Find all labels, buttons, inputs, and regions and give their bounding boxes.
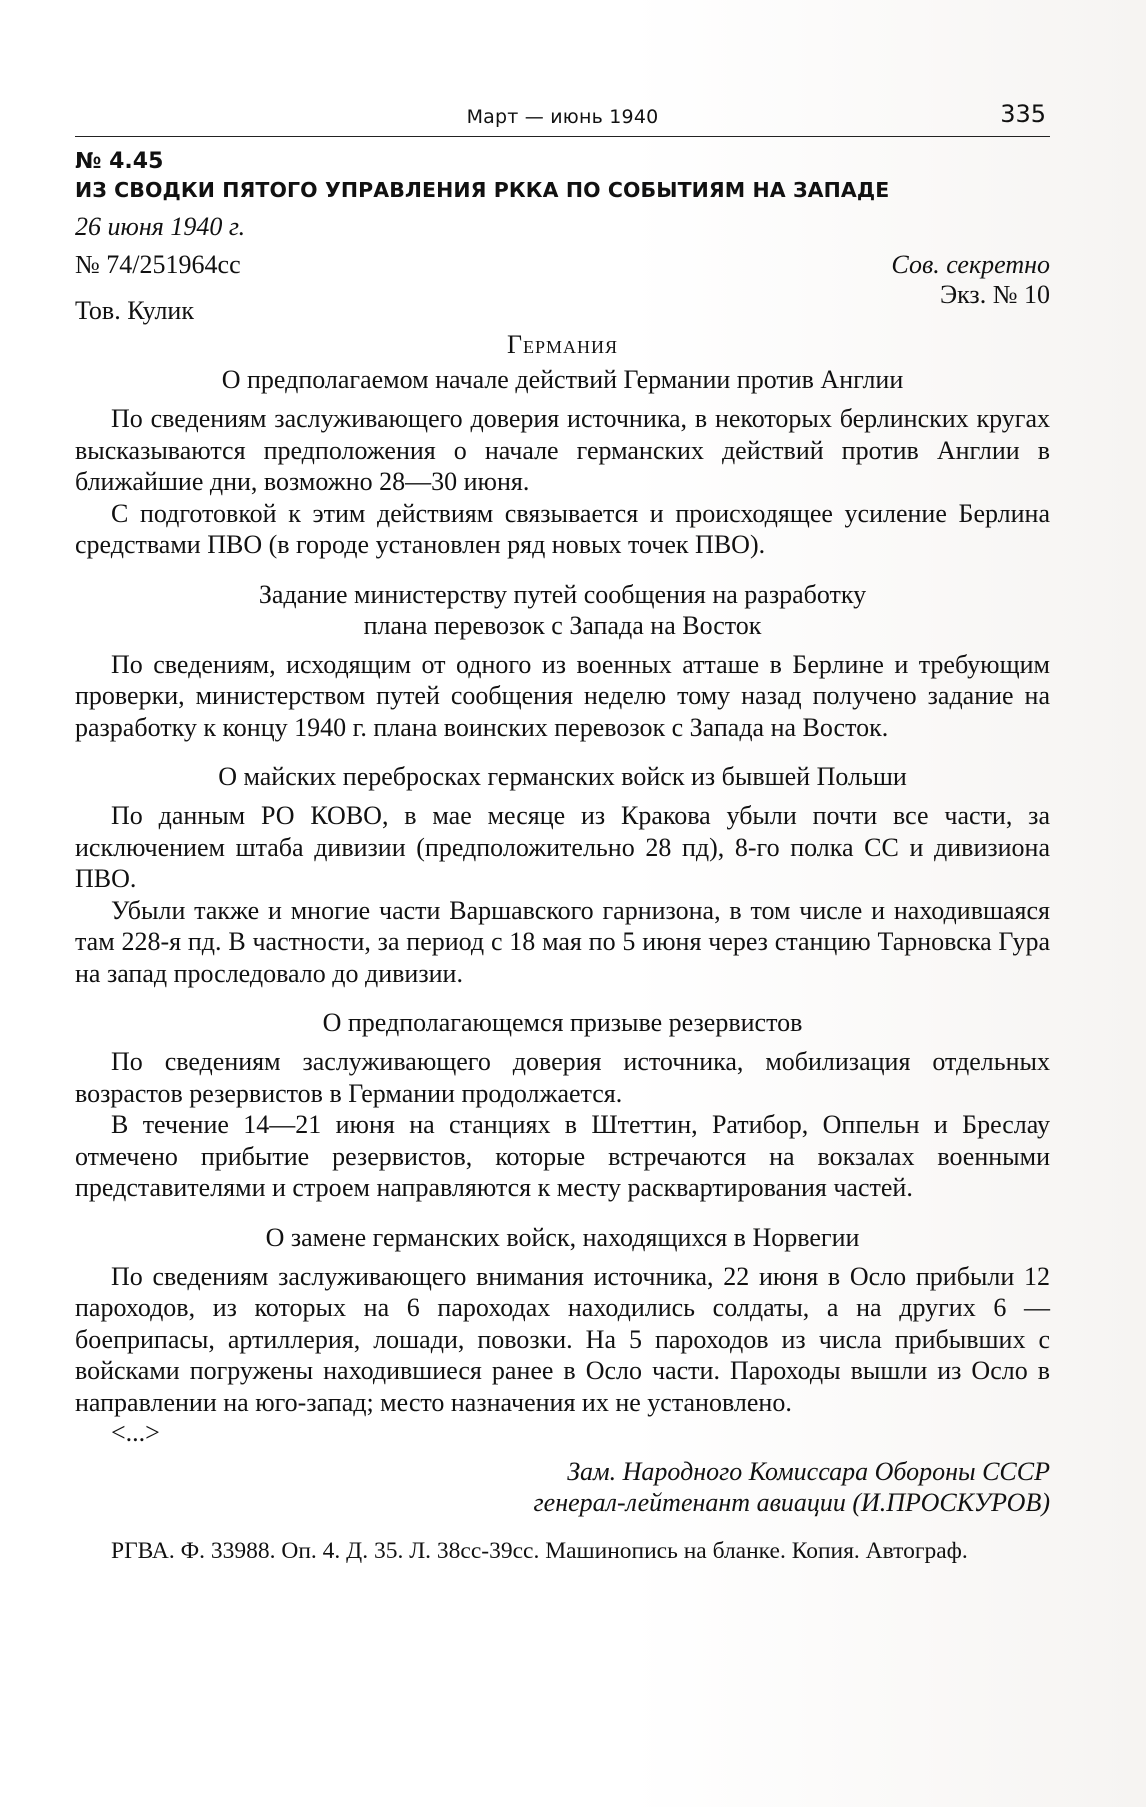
book-page (75, 100, 1050, 1566)
section-heading: О предполагающемся призыве резервистов (322, 1008, 803, 1037)
paragraph: По данным РО КОВО, в мае месяце из Кракова убыли почти все части, за исключением штаба дивизии (предположительно 28 пд), 8-го полка СС и дивизиона ПВО. (75, 801, 1050, 893)
paragraph: С подготовкой к этим действиям связывается и происходящее усиление Берлина средствами ПВО (в городе установлен ряд новых точек ПВО). (75, 498, 1050, 559)
section-heading: Задание министерству путей сообщения на разработку (258, 579, 867, 609)
addressee: Тов. Кулик (75, 296, 194, 325)
paragraph: По сведениям заслуживающего доверия источника, мобилизация отдельных возрастов резервистов в Германии продолжается. (75, 1047, 1050, 1108)
section-heading: О майских перебросках германских войск из бывшей Польши (218, 762, 907, 791)
omission-mark: <...> (111, 1418, 160, 1447)
signature-line: генерал-лейтенант авиации (И.ПРОСКУРОВ) (533, 1488, 1050, 1517)
paragraph: В течение 14—21 июня на станциях в Штеттин, Ратибор, Оппельн и Бреслау отмечено прибытие резервистов, которые встречаются на вокзалах военными представителями и строем направляются к месту расквартирования частей. (75, 1110, 1050, 1202)
archival-source-note: РГВА. Ф. 33988. Оп. 4. Д. 35. Л. 38сс-39сс. Машинопись на бланке. Копия. Автограф. (111, 1538, 968, 1564)
classification-stamp: Сов. секретно (891, 250, 1050, 279)
addressee-row (75, 280, 1050, 325)
page-number: 335 (1000, 100, 1046, 128)
running-title: Март — июнь 1940 (466, 106, 659, 128)
signature-line: Зам. Народного Комиссара Обороны СССР (567, 1457, 1050, 1486)
section-heading: О предполагаемом начале действий Германии против Англии (221, 365, 904, 394)
paragraph: Убыли также и многие части Варшавского гарнизона, в том числе и находившаяся там 228-я пд. В частности, за период с 18 мая по 5 июня через станцию Тарновска Гура на запад проследовало до дивизии. (75, 895, 1050, 988)
paragraph: По сведениям заслуживающего доверия источника, в некоторых берлинских кругах высказываются предположения о начале германских действий против Англии в ближайшие дни, возможно 28—30 июня. (75, 404, 1050, 496)
registration-row (75, 250, 1050, 284)
registration-number: № 74/251964сс (75, 250, 241, 279)
paragraph: По сведениям, исходящим от одного из военных атташе в Берлине и требующим проверки, министерством путей сообщения неделю тому назад получено задание на разработку к концу 1940 г. плана воинских перевозок с Запада на Восток. (75, 649, 1050, 742)
document-title: ИЗ СВОДКИ ПЯТОГО УПРАВЛЕНИЯ РККА ПО СОБЫТИЯМ НА ЗАПАДЕ (75, 178, 890, 202)
section-heading: О замене германских войск, находящихся в Норвегии (265, 1222, 860, 1252)
section-heading: плана перевозок с Запада на Восток (363, 610, 762, 640)
paragraph: По сведениям заслуживающего внимания источника, 22 июня в Осло прибыли 12 пароходов, из которых на 6 пароходах находились солдаты, а на других 6 — боеприпасы, артиллерия, лошади, повозки. На 5 пароходов из числа прибывших с войсками погружены находившиеся ранее в Осло части. Пароходы вышли из Осло в направлении на юго-запад; место назначения их не установлено. (75, 1261, 1050, 1417)
signature-block (75, 1456, 1050, 1518)
copy-number: Экз. № 10 (939, 280, 1050, 309)
document-date: 26 июня 1940 г. (75, 212, 246, 241)
document-number: № 4.45 (75, 149, 164, 174)
running-header (75, 100, 1050, 137)
country-heading: Германия (506, 330, 619, 359)
